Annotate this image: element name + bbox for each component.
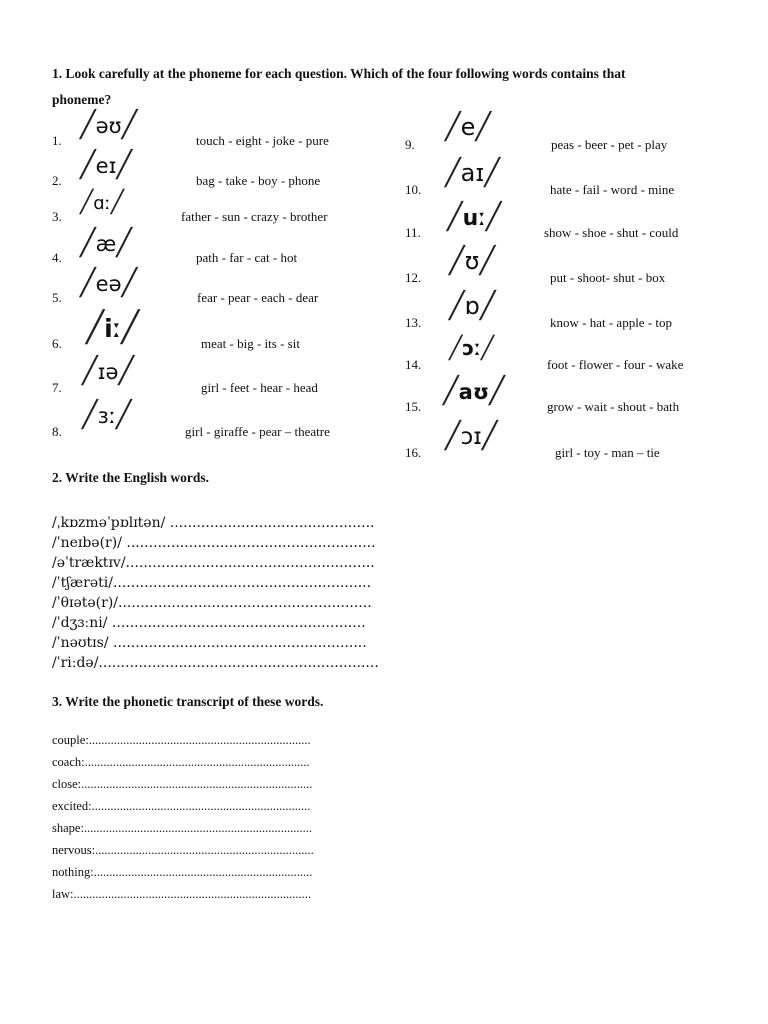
phoneme-symbol: ʊ [464,247,480,275]
phoneme-box [449,246,495,276]
phoneme-symbol: ɑː [93,193,111,214]
slash-mark: ╱ [484,158,500,188]
slash-mark: ╱ [449,291,465,321]
phoneme-box [80,150,132,180]
phoneme-symbol: əʊ [95,114,122,138]
slash-mark: ╱ [449,336,463,361]
word-line: law:............................................................................ [52,887,312,901]
phoneme-box [82,356,134,386]
slash-mark: ╱ [445,112,461,142]
phoneme-symbol: ɔɪ [460,424,482,450]
word-options: foot - flower - four - wake [547,357,684,372]
word-line: nothing:...................................................................... [52,865,313,879]
word-options: girl - giraffe - pear – theatre [185,424,330,439]
word-options: fear - pear - each - dear [197,290,319,305]
transcription-line: /əˈtræktɪv/........................................................ [52,555,375,571]
slash-mark: ╱ [479,291,496,321]
word-options: father - sun - crazy - brother [181,209,328,224]
phoneme-symbol: aɪ [460,159,485,187]
phoneme-symbol: ɪə [97,360,119,384]
word-options: know - hat - apple - top [550,315,673,330]
phoneme-symbol: æ [95,232,117,256]
word-line: close:.......................................................................... [52,777,313,791]
phoneme-box [445,421,498,451]
transcription-line: /ˈriːdə/............................................................... [52,655,379,671]
phoneme-box [445,112,491,142]
transcription-line: /ˈneɪbə(r)/ ........................................................ [52,535,376,551]
slash-mark: ╱ [121,310,140,345]
word-line: coach:........................................................................ [52,755,310,769]
transcription-line: /ˈnəʊtɪs/ ......................................................... [52,635,367,651]
slash-mark: ╱ [82,356,98,386]
phoneme-symbol: e [460,113,476,141]
slash-mark: ╱ [80,228,96,258]
item-number: 5. [52,290,62,305]
slash-mark: ╱ [110,190,124,215]
word-options: grow - wait - shout - bath [547,399,680,414]
item-number: 12. [405,270,422,285]
word-options: peas - beer - pet - play [551,137,668,152]
word-options: show - shoe - shut - could [544,225,679,240]
phoneme-box [449,336,494,361]
item-number: 3. [52,209,62,224]
word-line: nervous:...................................................................... [52,843,314,857]
item-number: 13. [405,315,422,330]
word-options: girl - toy - man – tie [555,445,660,460]
slash-mark: ╱ [80,110,96,140]
item-number: 9. [405,137,415,152]
phoneme-box [80,228,132,258]
slash-mark: ╱ [116,150,133,180]
item-number: 4. [52,250,62,265]
slash-mark: ╱ [86,310,105,345]
word-options: meat - big - its - sit [201,336,300,351]
slash-mark: ╱ [445,421,461,451]
phoneme-symbol: aʊ [458,380,490,404]
word-options: touch - eight - joke - pure [196,133,329,148]
section2-heading: 2. Write the English words. [52,470,210,485]
item-number: 16. [405,445,422,460]
transcription-line: /ˌkɒzməˈpɒlɪtən/ .............................................. [52,515,375,531]
slash-mark: ╱ [449,246,465,276]
slash-mark: ╱ [479,246,496,276]
phoneme-box [447,202,501,232]
phoneme-box [445,158,500,188]
slash-mark: ╱ [485,202,502,232]
item-number: 15. [405,399,422,414]
section1-heading-continued: phoneme? [52,92,112,107]
word-line: couple:....................................................................... [52,733,311,747]
slash-mark: ╱ [118,356,135,386]
word-options: girl - feet - hear - head [201,380,318,395]
slash-mark: ╱ [116,228,132,258]
phoneme-symbol: eə [95,272,122,296]
phoneme-box [80,110,137,140]
item-number: 8. [52,424,62,439]
phoneme-symbol: ɔː [462,336,481,360]
word-line: excited:...................................................................... [52,799,311,813]
item-number: 14. [405,357,422,372]
slash-mark: ╱ [443,376,459,406]
phoneme-box [449,291,496,321]
slash-mark: ╱ [447,202,463,232]
slash-mark: ╱ [481,421,498,451]
slash-mark: ╱ [121,268,138,298]
phoneme-symbol: iː [104,314,122,343]
slash-mark: ╱ [82,400,98,430]
slash-mark: ╱ [80,268,96,298]
phoneme-box [80,268,137,298]
slash-mark: ╱ [480,336,495,361]
phoneme-symbol: eɪ [95,154,117,178]
transcription-line: /ˈtʃærəti/.......................................................... [52,575,372,591]
item-number: 7. [52,380,62,395]
slash-mark: ╱ [80,150,96,180]
slash-mark: ╱ [445,158,461,188]
transcription-line: /ˈθɪətə(r)/......................................................... [52,595,372,611]
phoneme-box [80,190,124,215]
item-number: 10. [405,182,422,197]
slash-mark: ╱ [121,110,138,140]
word-options: put - shoot- shut - box [550,270,666,285]
slash-mark: ╱ [80,190,94,215]
phoneme-box [86,310,139,345]
phoneme-box [443,376,505,406]
phoneme-symbol: ɒ [464,292,480,320]
phoneme-box [82,400,132,430]
section1-heading: 1. Look carefully at the phoneme for each question. Which of the four following words contains that [52,66,626,81]
section3-heading: 3. Write the phonetic transcript of these words. [52,694,324,709]
item-number: 6. [52,336,62,351]
slash-mark: ╱ [115,400,132,430]
word-line: shape:......................................................................... [52,821,313,835]
phoneme-symbol: uː [462,206,486,231]
slash-mark: ╱ [475,112,492,142]
phoneme-symbol: ɜː [97,404,116,428]
item-number: 1. [52,133,62,148]
item-number: 2. [52,173,62,188]
word-options: hate - fail - word - mine [550,182,675,197]
item-number: 11. [405,225,421,240]
word-options: path - far - cat - hot [196,250,298,265]
word-options: bag - take - boy - phone [196,173,321,188]
transcription-line: /ˈdʒɜːni/ ......................................................... [52,615,366,631]
slash-mark: ╱ [489,376,505,406]
